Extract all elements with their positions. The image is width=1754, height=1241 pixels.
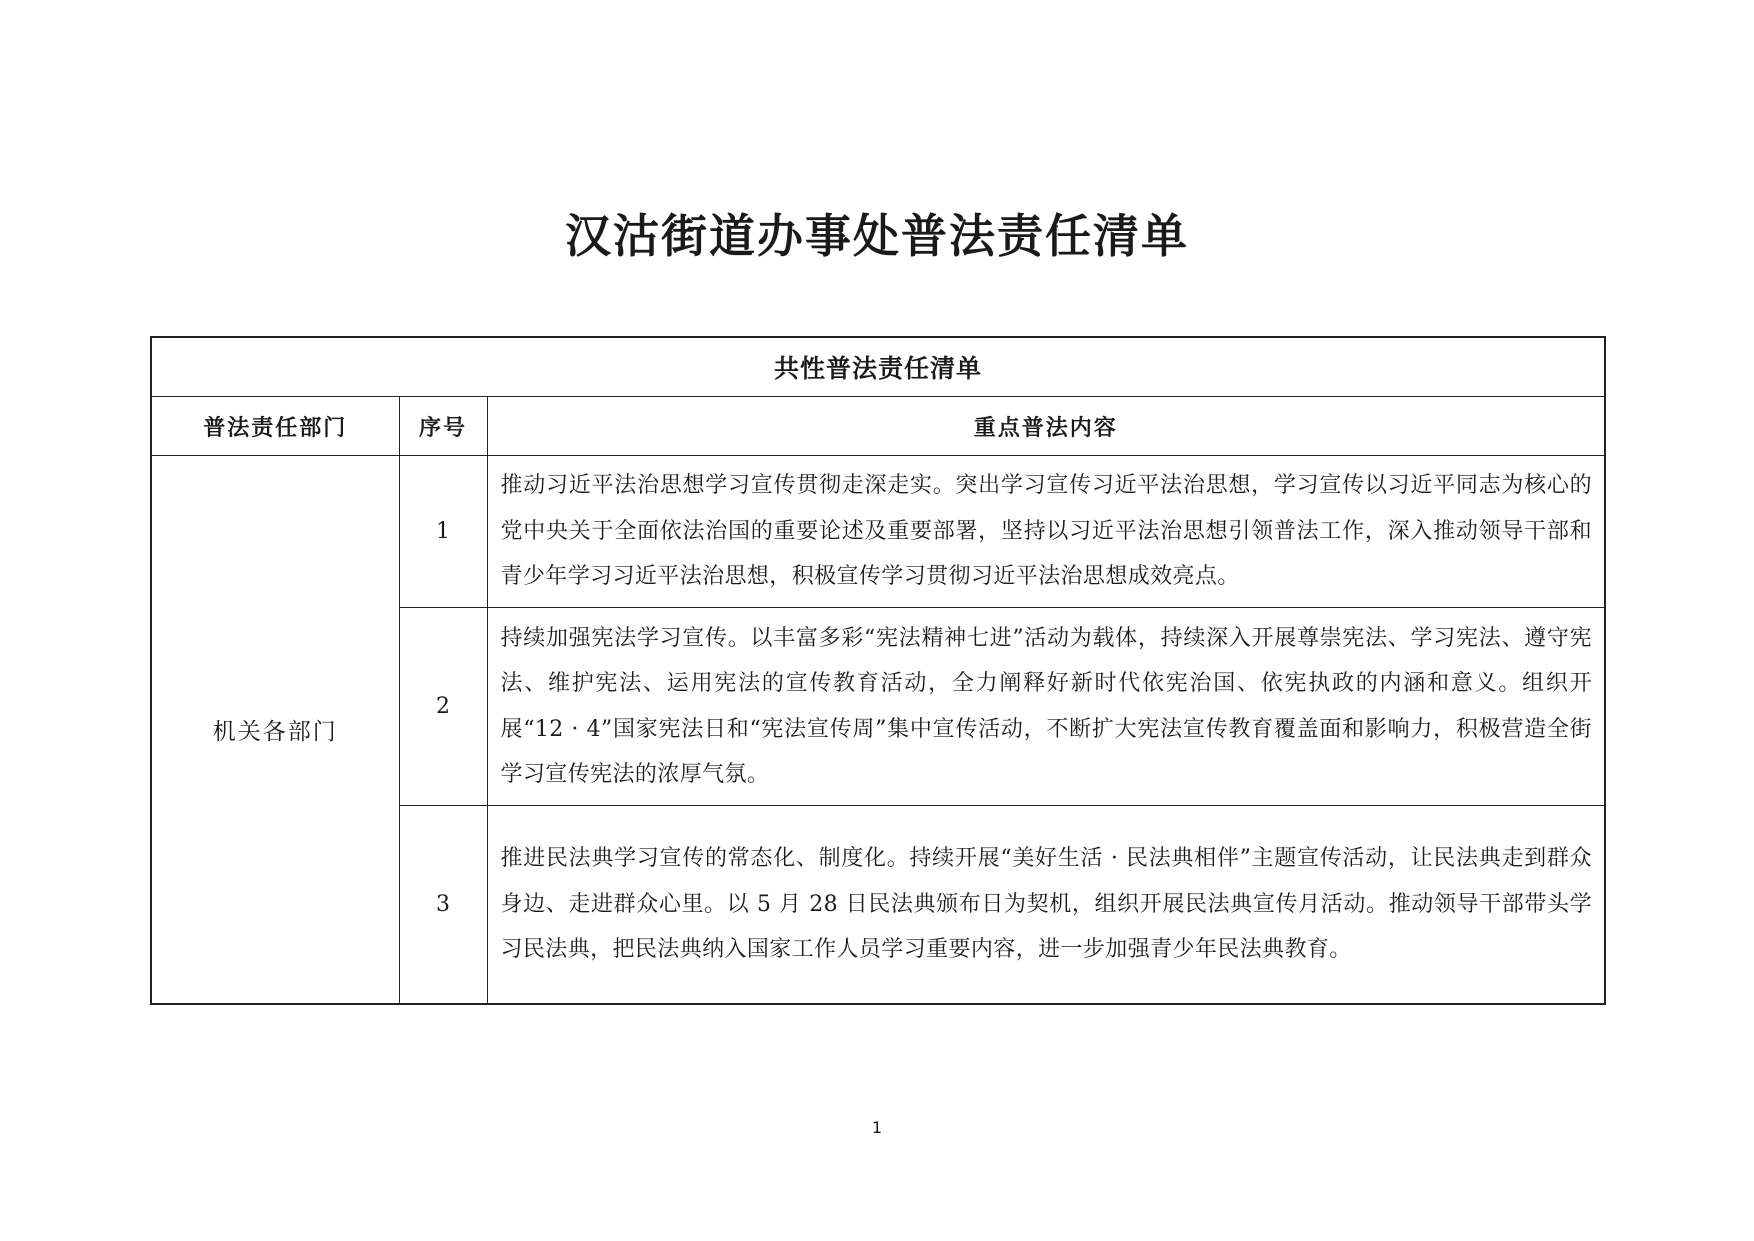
row-content: 推动习近平法治思想学习宣传贯彻走深走实。突出学习宣传习近平法治思想，学习宣传以习近平同志为核心的党中央关于全面依法治国的重要论述及重要部署，坚持以习近平法治思想引领普法工作，深入推动领导干部和青少年学习习近平法治思想，积极宣传学习贯彻习近平法治思想成效亮点。 [487,456,1605,608]
header-content: 重点普法内容 [487,397,1605,456]
header-number: 序号 [399,397,487,456]
department-cell: 机关各部门 [151,456,399,1004]
responsibility-table [150,336,1606,1005]
table-caption-row [151,337,1605,397]
table-caption: 共性普法责任清单 [151,337,1605,397]
row-number: 3 [399,806,487,1004]
page-number: 1 [871,1118,883,1137]
row-number: 1 [399,456,487,608]
table-row [151,456,1605,608]
table-header-row [151,397,1605,456]
row-content: 推进民法典学习宣传的常态化、制度化。持续开展“美好生活 · 民法典相伴”主题宣传活动，让民法典走到群众身边、走进群众心里。以 5 月 28 日民法典颁布日为契机，组织开展民法典宣传月活动。推动领导干部带头学习民法典，把民法典纳入国家工作人员学习重要内容，进一步加强青少年民法典教育。 [487,806,1605,1004]
row-content: 持续加强宪法学习宣传。以丰富多彩“宪法精神七进”活动为载体，持续深入开展尊崇宪法、学习宪法、遵守宪法、维护宪法、运用宪法的宣传教育活动，全力阐释好新时代依宪治国、依宪执政的内涵和意义。组织开展“12 · 4”国家宪法日和“宪法宣传周”集中宣传活动，不断扩大宪法宣传教育覆盖面和影响力，积极营造全街学习宣传宪法的浓厚气氛。 [487,608,1605,806]
page-title: 汉沽街道办事处普法责任清单 [565,209,1189,263]
header-department: 普法责任部门 [151,397,399,456]
row-number: 2 [399,608,487,806]
